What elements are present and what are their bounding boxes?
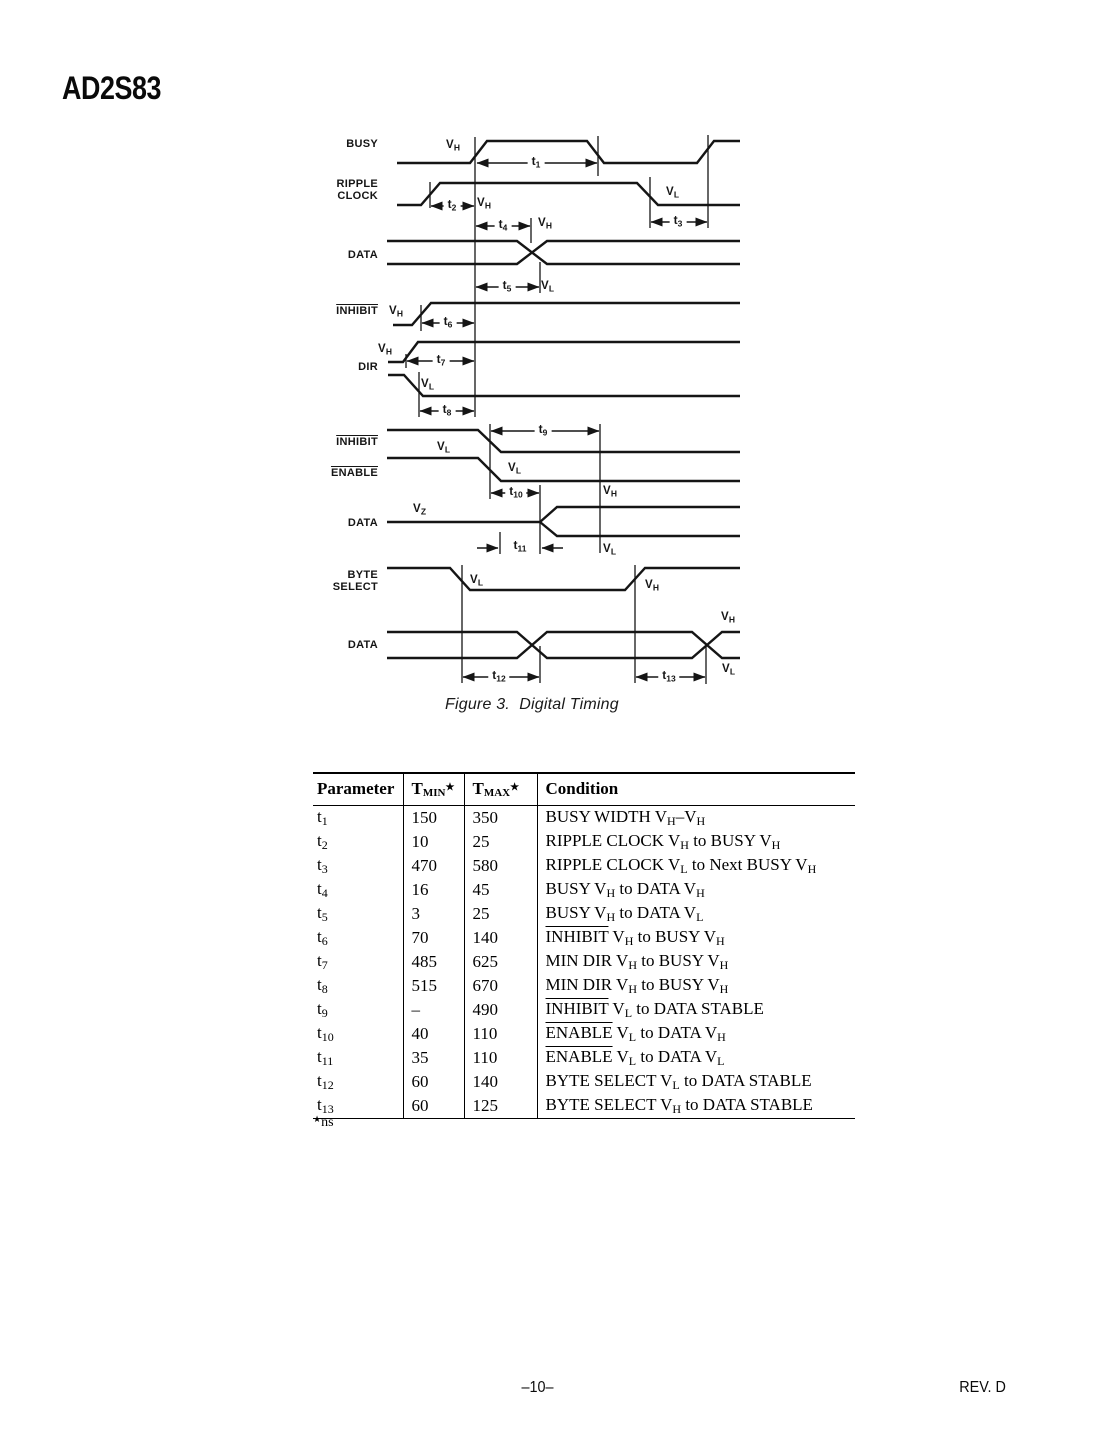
enable-waveform <box>387 458 740 481</box>
timing-label-t7: $t_7$ <box>433 353 450 370</box>
timing-label-t10: $t_{10}$ <box>505 485 526 502</box>
cell-tmax: 670 <box>464 974 537 998</box>
cell-condition: BUSY $V_H$ to DATA $V_H$ <box>537 878 855 902</box>
cell-condition: INHIBIT $V_H$ to BUSY $V_H$ <box>537 926 855 950</box>
table-row <box>313 1046 855 1070</box>
cell-parameter: $t_{11}$ <box>317 1047 334 1068</box>
table-row <box>313 806 855 831</box>
column-header-condition: Condition <box>537 773 855 806</box>
cell-parameter: $t_9$ <box>317 999 328 1020</box>
cell-tmin: – <box>403 998 464 1022</box>
cell-condition: RIPPLE CLOCK $V_L$ to Next BUSY $V_H$ <box>537 854 855 878</box>
timing-label-t9: $t_9$ <box>535 423 552 440</box>
cell-parameter: $t_2$ <box>317 831 328 852</box>
level-label-vz-data2: $V_Z$ <box>413 503 427 517</box>
cell-condition: INHIBIT $V_L$ to DATA STABLE <box>537 998 855 1022</box>
dir-low-waveform <box>388 375 740 396</box>
cell-tmin: 60 <box>403 1070 464 1094</box>
page-title: AD2S83 <box>62 70 162 106</box>
timing-label-t12: $t_{12}$ <box>488 669 509 686</box>
dimension-arrows <box>407 163 707 677</box>
cell-tmin: 60 <box>403 1094 464 1119</box>
cell-parameter: $t_1$ <box>317 807 328 828</box>
cell-tmax: 140 <box>464 1070 537 1094</box>
cell-tmin: 150 <box>403 806 464 831</box>
cell-condition: BUSY $V_H$ to DATA $V_L$ <box>537 902 855 926</box>
cell-parameter: $t_{12}$ <box>317 1071 334 1092</box>
cell-condition: RIPPLE CLOCK $V_H$ to BUSY $V_H$ <box>537 830 855 854</box>
table-row <box>313 854 855 878</box>
cell-tmin: 10 <box>403 830 464 854</box>
table-row <box>313 830 855 854</box>
cell-tmax: 490 <box>464 998 537 1022</box>
table-row <box>313 878 855 902</box>
table-row <box>313 950 855 974</box>
cell-parameter: $t_3$ <box>317 855 328 876</box>
cell-parameter: $t_6$ <box>317 927 328 948</box>
cell-parameter: $t_5$ <box>317 903 328 924</box>
timing-parameter-table <box>313 772 855 1119</box>
cell-condition: ENABLE $V_L$ to DATA $V_H$ <box>537 1022 855 1046</box>
column-header-tmin: $T_{MIN}^★$ <box>403 773 464 806</box>
cell-tmin: 40 <box>403 1022 464 1046</box>
timing-label-t11: $t_{11}$ <box>510 539 531 556</box>
cell-tmin: 35 <box>403 1046 464 1070</box>
signal-label-inhibit-1: INHIBIT <box>336 305 378 317</box>
table-row <box>313 974 855 998</box>
timing-label-t2: $t_2$ <box>444 198 461 215</box>
cell-tmax: 25 <box>464 830 537 854</box>
revision-label: REV. D <box>959 1379 1006 1396</box>
table-row <box>313 1070 855 1094</box>
cell-parameter: $t_{13}$ <box>317 1095 334 1116</box>
level-label-vh-data3: $V_H$ <box>721 611 736 625</box>
cell-tmax: 125 <box>464 1094 537 1119</box>
table-row <box>313 998 855 1022</box>
signal-label-inhibit-2: INHIBIT <box>336 436 378 448</box>
signal-label-data-1: DATA <box>347 249 378 261</box>
signal-label-byte-select: BYTE SELECT <box>332 569 378 593</box>
cell-tmax: 25 <box>464 902 537 926</box>
cell-tmax: 625 <box>464 950 537 974</box>
table-footnote: ★ns <box>313 1114 334 1130</box>
level-label-vl-data1: $V_L$ <box>541 280 555 294</box>
cell-tmax: 140 <box>464 926 537 950</box>
signal-label-enable: ENABLE <box>330 467 378 479</box>
level-label-vl-inhibit2: $V_L$ <box>437 441 451 455</box>
cell-tmin: 515 <box>403 974 464 998</box>
timing-label-t1: $t_1$ <box>528 155 545 172</box>
level-label-vh-ripple: $V_H$ <box>477 197 492 211</box>
level-label-vh-dir: $V_H$ <box>378 343 393 357</box>
cell-tmax: 110 <box>464 1022 537 1046</box>
cell-parameter: $t_7$ <box>317 951 328 972</box>
table-row <box>313 1022 855 1046</box>
level-label-vl-data2: $V_L$ <box>603 543 617 557</box>
cell-parameter: $t_4$ <box>317 879 328 900</box>
timing-label-t13: $t_{13}$ <box>658 669 679 686</box>
cell-condition: MIN DIR $V_H$ to BUSY $V_H$ <box>537 950 855 974</box>
level-label-vh-data2: $V_H$ <box>603 485 618 499</box>
signal-label-dir: DIR <box>358 361 378 373</box>
level-label-vh-inhibit1: $V_H$ <box>389 305 404 319</box>
timing-label-t5: $t_5$ <box>499 279 516 296</box>
level-label-vh-byte: $V_H$ <box>645 579 660 593</box>
cell-condition: BUSY WIDTH $V_H-V_H$ <box>537 806 855 831</box>
cell-tmin: 470 <box>403 854 464 878</box>
signal-label-data-2: DATA <box>347 517 378 529</box>
table-header-row <box>313 773 855 806</box>
data2-waveform <box>387 507 740 536</box>
timing-label-t4: $t_4$ <box>495 218 512 235</box>
figure-caption: Figure 3. Digital Timing <box>445 696 619 713</box>
cell-tmin: 70 <box>403 926 464 950</box>
level-label-vl-dir: $V_L$ <box>421 378 435 392</box>
cell-tmax: 45 <box>464 878 537 902</box>
timing-table-body <box>313 806 855 1119</box>
cell-condition: BYTE SELECT $V_L$ to DATA STABLE <box>537 1070 855 1094</box>
level-label-vh-data1: $V_H$ <box>538 217 553 231</box>
cell-condition: ENABLE $V_L$ to DATA $V_L$ <box>537 1046 855 1070</box>
cell-tmin: 16 <box>403 878 464 902</box>
column-header-tmax: $T_{MAX}^★$ <box>464 773 537 806</box>
signal-label-data-3: DATA <box>347 639 378 651</box>
page-number: –10– <box>521 1379 554 1396</box>
cell-parameter: $t_{10}$ <box>317 1023 334 1044</box>
cell-tmax: 580 <box>464 854 537 878</box>
table-row <box>313 902 855 926</box>
level-label-vh-busy: $V_H$ <box>446 139 461 153</box>
cell-condition: BYTE SELECT $V_H$ to DATA STABLE <box>537 1094 855 1119</box>
data1-waveform <box>387 241 740 264</box>
cell-tmin: 485 <box>403 950 464 974</box>
cell-tmax: 110 <box>464 1046 537 1070</box>
data3-waveform <box>387 632 740 658</box>
cell-tmin: 3 <box>403 902 464 926</box>
signal-label-busy: BUSY <box>346 138 378 150</box>
table-row <box>313 926 855 950</box>
level-label-vl-byte: $V_L$ <box>470 574 484 588</box>
cell-tmax: 350 <box>464 806 537 831</box>
column-header-parameter: Parameter <box>313 773 403 806</box>
level-label-vl-enable: $V_L$ <box>508 462 522 476</box>
level-label-vl-data3: $V_L$ <box>722 663 736 677</box>
signal-label-ripple-clock: RIPPLE CLOCK <box>336 178 378 202</box>
byte-select-waveform <box>387 568 740 590</box>
timing-label-t3: $t_3$ <box>670 214 687 231</box>
cell-condition: MIN DIR $V_H$ to BUSY $V_H$ <box>537 974 855 998</box>
table-row <box>313 1094 855 1119</box>
cell-parameter: $t_8$ <box>317 975 328 996</box>
timing-label-t8: $t_8$ <box>439 403 456 420</box>
timing-label-t6: $t_6$ <box>440 315 457 332</box>
level-label-vl-ripple: $V_L$ <box>666 186 680 200</box>
waveforms <box>387 141 740 658</box>
